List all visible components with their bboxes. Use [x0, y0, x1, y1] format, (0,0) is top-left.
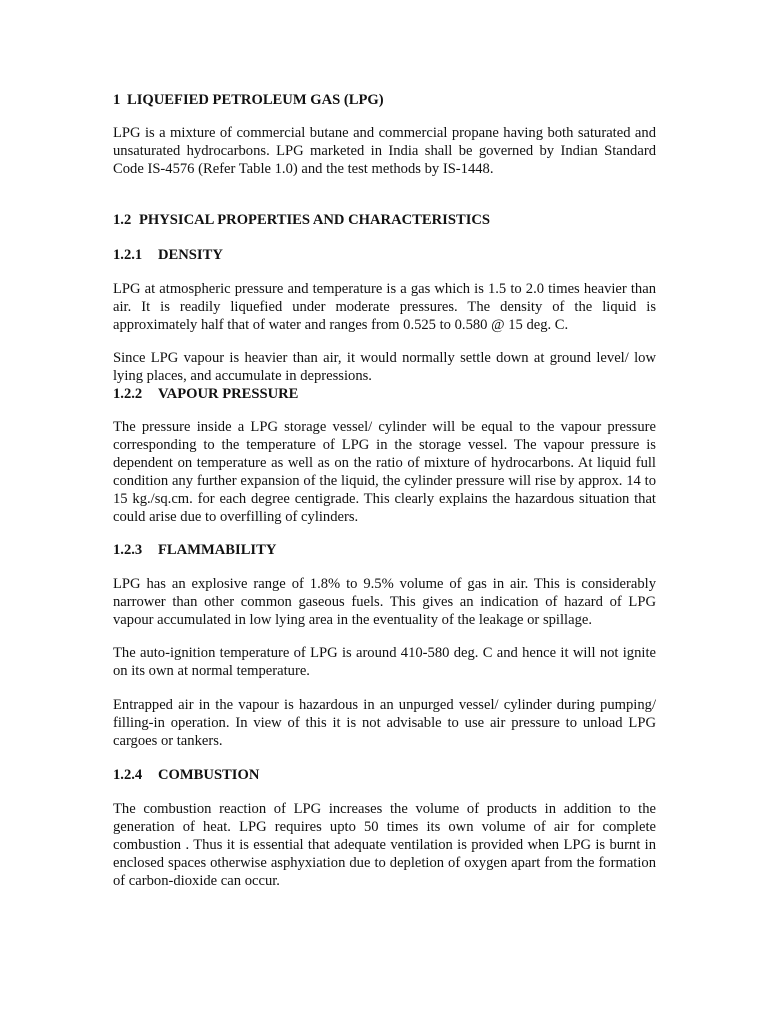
section-title: PHYSICAL PROPERTIES AND CHARACTERISTICS	[139, 212, 491, 228]
flammability-paragraph-3: Entrapped air in the vapour is hazardous in an unpurged vessel/ cylinder during pumping/ filling-in operation. In view of this it is not advisable to use air pressure to unload LPG cargoes or tankers.	[113, 697, 656, 749]
section-heading-1	[113, 91, 656, 109]
subsection-title: FLAMMABILITY	[158, 542, 277, 558]
section-number: 1	[113, 92, 121, 108]
flammability-paragraph-1: LPG has an explosive range of 1.8% to 9.5% volume of gas in air. This is considerably narrower than other common gaseous fuels. This gives an indication of hazard of LPG vapour accumulated in low lying area in the eventuality of the leakage or spillage.	[113, 576, 656, 628]
intro-paragraph: LPG is a mixture of commercial butane and commercial propane having both saturated and unsaturated hydrocarbons. LPG marketed in India shall be governed by Indian Standard Code IS-4576 (Refer Table 1.0) and the test methods by IS-1448.	[113, 125, 656, 177]
vapour-paragraph-1: The pressure inside a LPG storage vessel/ cylinder will be equal to the vapour pressure corresponding to the temperature of LPG in the storage vessel. The vapour pressure is dependent on temperature as well as on the ratio of mixture of hydrocarbons. At liquid full condition any further expansion of the liquid, the cylinder pressure will rise by approx. 14 to 15 kg./sq.cm. for each degree centigrade. This clearly explains the hazardous situation that could arise due to overfilling of cylinders.	[113, 419, 656, 525]
section-title: LIQUEFIED PETROLEUM GAS (LPG)	[127, 92, 384, 108]
subsection-title: COMBUSTION	[158, 767, 260, 783]
subsection-number: 1.2.3	[113, 542, 143, 558]
subsection-number: 1.2.1	[113, 247, 143, 263]
combustion-paragraph-1: The combustion reaction of LPG increases the volume of products in addition to the generation of heat. LPG requires upto 50 times its own volume of air for complete combustion . Thus it is essential that adequate ventilation is provided when LPG is burnt in enclosed spaces otherwise asphyxiation due to depletion of oxygen apart from the formation of carbon-dioxide can occur.	[113, 801, 656, 889]
subsection-number: 1.2.2	[113, 386, 143, 402]
subsection-heading-flammability	[113, 541, 656, 559]
subsection-heading-density	[113, 246, 656, 264]
section-heading-1-2	[113, 211, 656, 229]
density-paragraph-1: LPG at atmospheric pressure and temperature is a gas which is 1.5 to 2.0 times heavier than air. It is readily liquefied under moderate pressures. The density of the liquid is approximately half that of water and ranges from 0.525 to 0.580 @ 15 deg. C.	[113, 281, 656, 333]
subsection-number: 1.2.4	[113, 767, 143, 783]
section-number: 1.2	[113, 212, 132, 228]
flammability-paragraph-2: The auto-ignition temperature of LPG is around 410-580 deg. C and hence it will not ignite on its own at normal temperature.	[113, 645, 656, 679]
subsection-title: DENSITY	[158, 247, 223, 263]
subsection-heading-combustion	[113, 766, 656, 784]
subsection-title: VAPOUR PRESSURE	[158, 386, 299, 402]
density-paragraph-2: Since LPG vapour is heavier than air, it would normally settle down at ground level/ low lying places, and accumulate in depressions.	[113, 350, 656, 384]
subsection-heading-vapour-pressure	[113, 385, 656, 403]
